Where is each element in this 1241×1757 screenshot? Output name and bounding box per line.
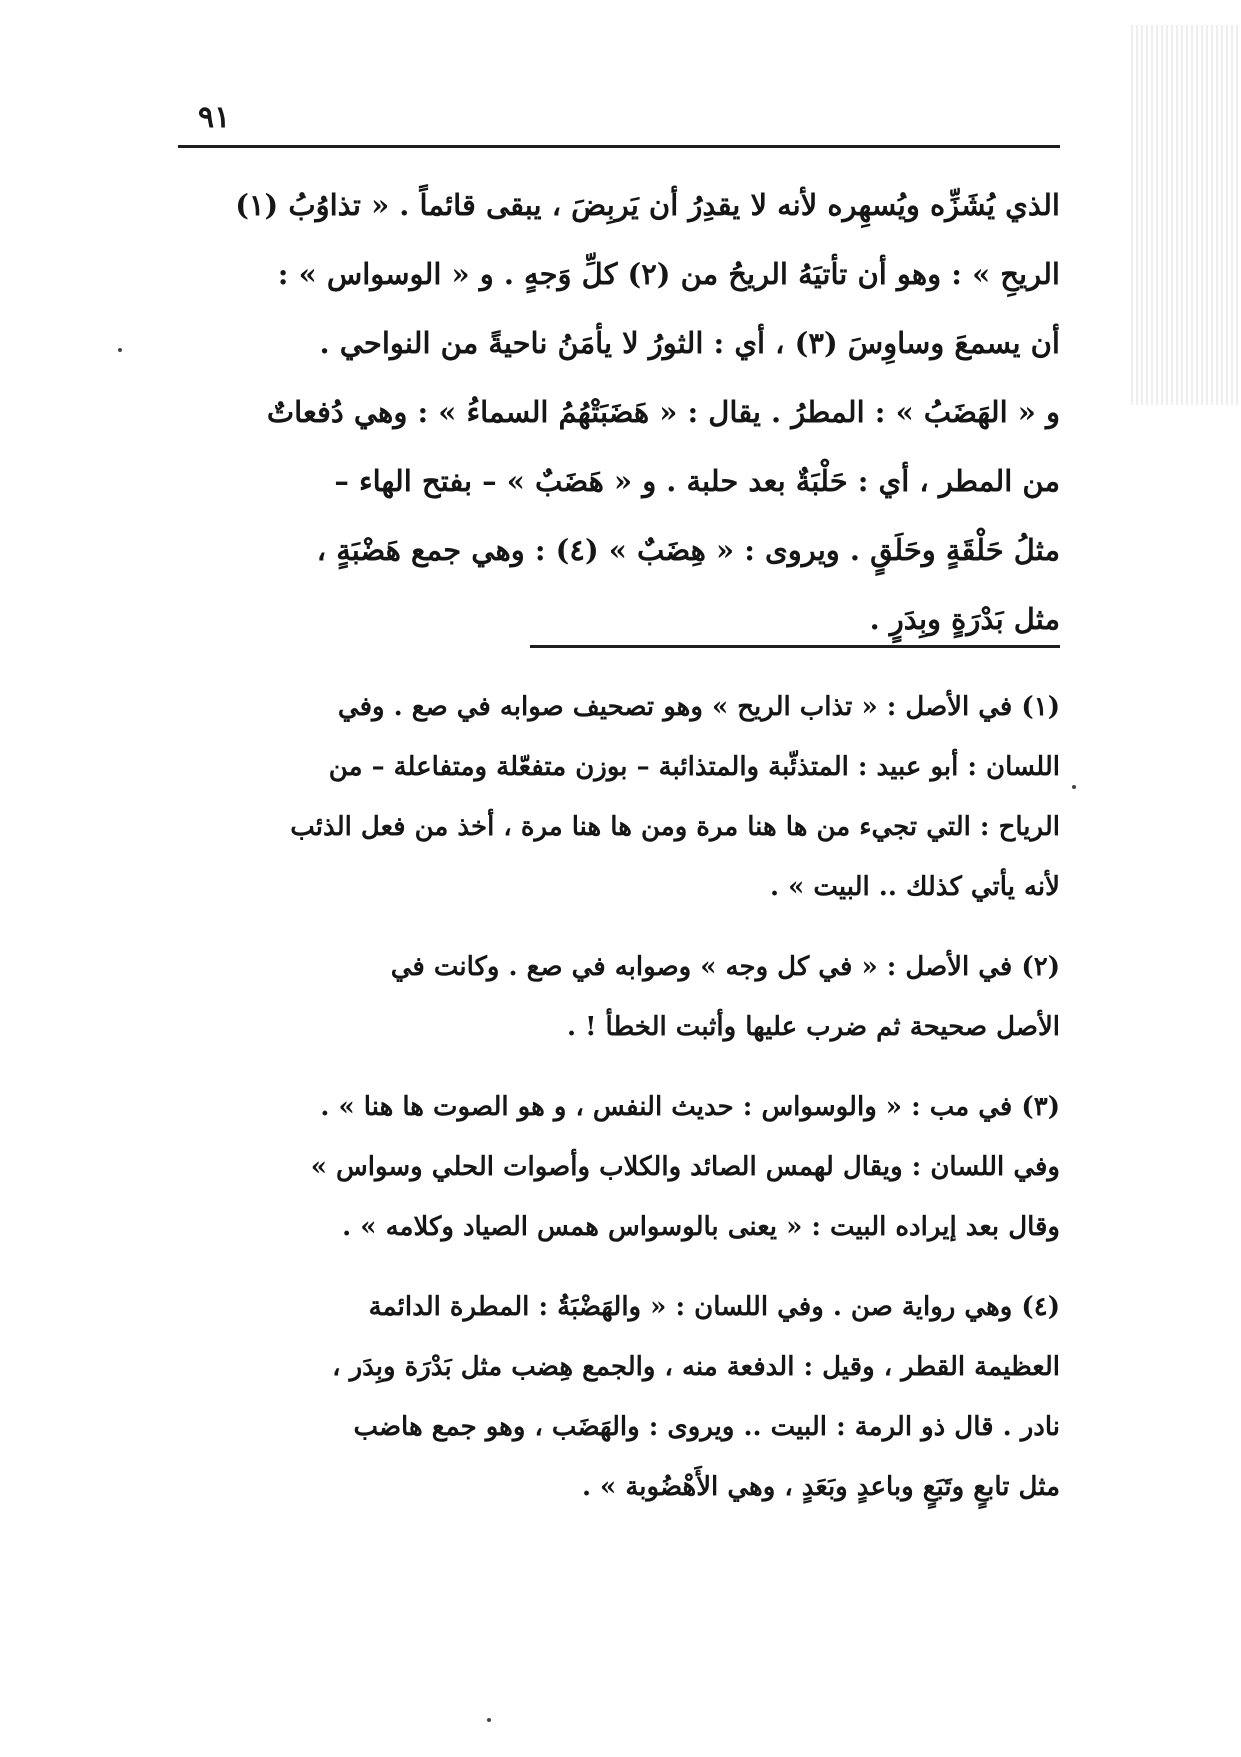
footnote-line: (٤) وهي رواية صن . وفي اللسان : « والهَضْبَةُ : المطرة الدائمة <box>368 1292 1060 1322</box>
footnote-separator <box>530 645 1060 648</box>
main-text-line: من المطر ، أي : حَلْبَةٌ بعد حلبة . و « هَضَبٌ » – بفتح الهاء – <box>334 464 1060 498</box>
footnotes <box>178 680 1060 1540</box>
footnote-line: الأصل صحيحة ثم ضرب عليها وأثبت الخطأ ! . <box>566 1012 1060 1042</box>
main-text-line: مثلُ حَلْقَةٍ وحَلَقٍ . ويروى : « هِضَبٌ » (٤) : وهي جمع هَضْبَةٍ ، <box>316 533 1060 567</box>
footnote-line: اللسان : أبو عبيد : المتذئّبة والمتذائبة – بوزن متفعّلة ومتفاعلة – من <box>328 752 1060 782</box>
scan-edge-shading <box>1131 25 1241 405</box>
footnote-line: العظيمة القطر ، وقيل : الدفعة منه ، والجمع هِضب مثل بَدْرَة وبِدَر ، <box>332 1352 1060 1382</box>
main-text-line: الريحِ » : وهو أن تأتيَهُ الريحُ من (٢) كلِّ وَجهٍ . و « الوسواس » : <box>277 257 1060 291</box>
header-rule <box>178 145 1060 148</box>
scan-speck <box>487 1718 491 1722</box>
main-text-line: الذي يُشَزِّه ويُسهِره لأنه لا يقدِرُ أن يَربِضَ ، يبقى قائماً . « تذاوُبُ (١) <box>235 188 1060 222</box>
scan-speck <box>1072 785 1076 789</box>
footnote-line: (٢) في الأصل : « في كل وجه » وصوابه في صع . وكانت في <box>390 952 1060 982</box>
footnote-line: وفي اللسان : ويقال لهمس الصائد والكلاب وأصوات الحلي وسواس » <box>310 1152 1060 1182</box>
main-text-line: أن يسمعَ وساوِسَ (٣) ، أي : الثورُ لا يأمَنُ ناحيةً من النواحي . <box>319 326 1060 360</box>
footnote-line: مثل تابعٍ وتَبَعٍ وباعدٍ وبَعَدٍ ، وهي الأَهْضُوبة » . <box>581 1472 1060 1502</box>
footnote-line: لأنه يأتي كذلك .. البيت » . <box>769 872 1060 902</box>
page-number: ٩١ <box>198 100 231 135</box>
footnote-line: الرياح : التي تجيء من ها هنا مرة ومن ها هنا مرة ، أخذ من فعل الذئب <box>290 812 1060 842</box>
footnote-line: نادر . قال ذو الرمة : البيت .. ويروى : والهَضَب ، وهو جمع هاضب <box>353 1412 1060 1442</box>
main-text-line: و « الهَضَبُ » : المطرُ . يقال : « هَضَبَتْهُمُ السماءُ » : وهي دُفعاتٌ <box>266 395 1060 429</box>
footnote-4 <box>178 1280 1060 1520</box>
footnote-line: وقال بعد إيراده البيت : « يعنى بالوسواس همس الصياد وكلامه » . <box>342 1212 1060 1242</box>
footnote-line: (٣) في مب : « والوسواس : حديث النفس ، و هو الصوت ها هنا » . <box>320 1092 1060 1122</box>
footnote-line: (١) في الأصل : « تذاب الريح » وهو تصحيف صوابه في صع . وفي <box>337 692 1060 722</box>
main-text-line: مثل بَدْرَةٍ وبِدَرٍ . <box>869 602 1060 636</box>
footnote-1 <box>178 680 1060 920</box>
scan-speck <box>118 348 122 352</box>
main-text <box>178 175 1060 658</box>
footnote-2 <box>178 940 1060 1060</box>
footnote-3 <box>178 1080 1060 1260</box>
